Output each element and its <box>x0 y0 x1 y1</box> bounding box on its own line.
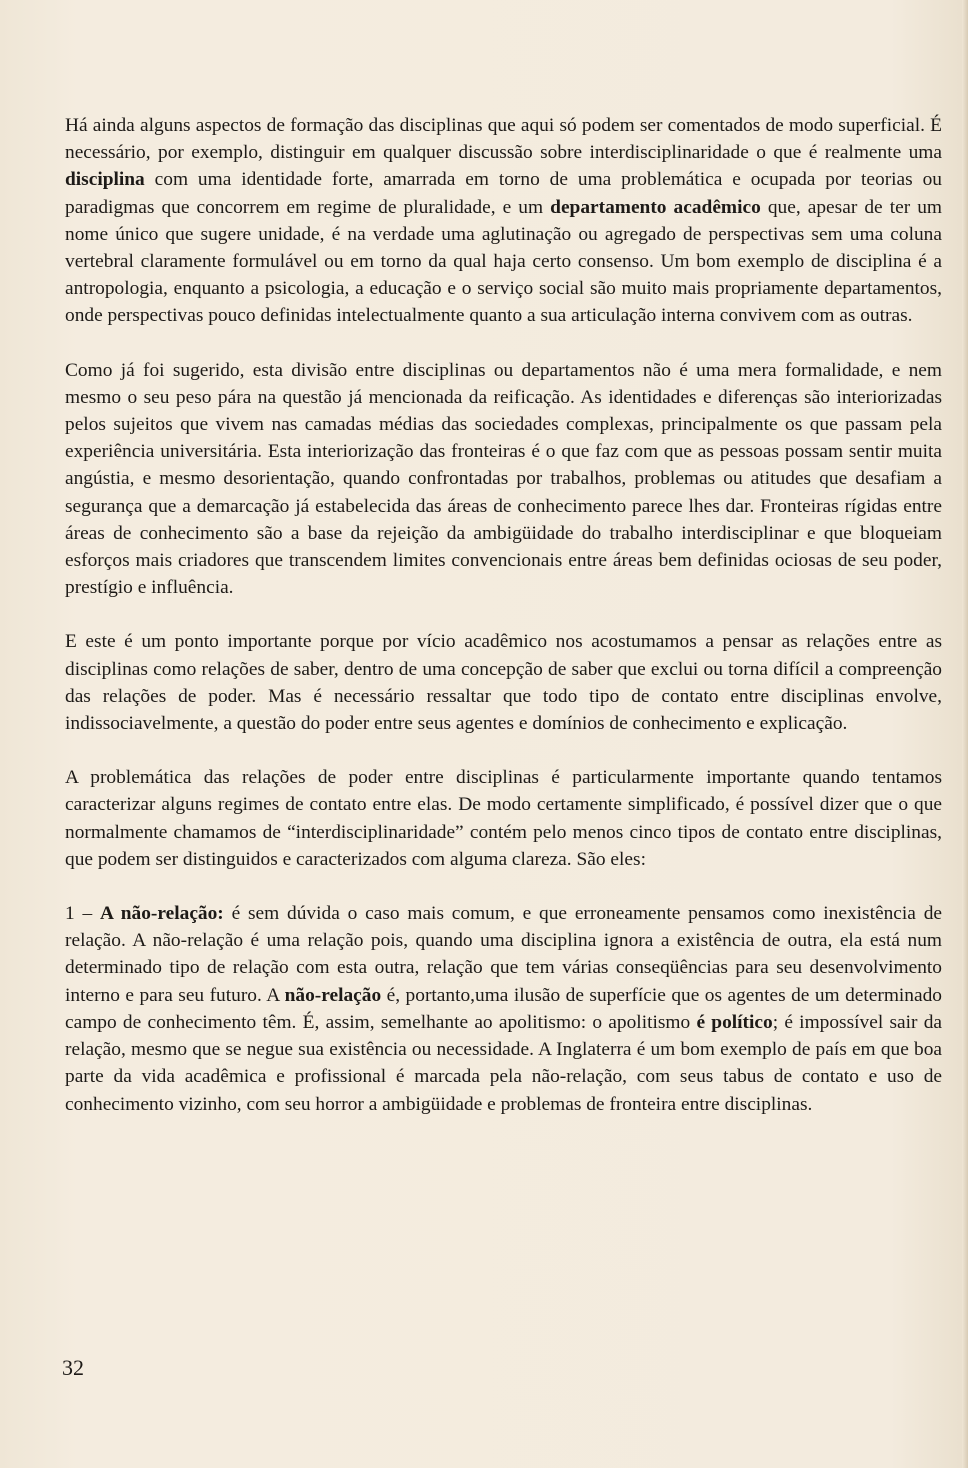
paragraph-5 <box>65 900 942 1118</box>
term-e-politico: é político <box>696 1011 773 1033</box>
page-number: 32 <box>62 1355 84 1380</box>
term-disciplina: disciplina <box>65 169 145 191</box>
paragraph-5-number: 1 – <box>65 903 100 925</box>
paragraph-1 <box>65 112 942 330</box>
body-text <box>65 112 942 1118</box>
paragraph-5-text-b: é sem dúvida o caso mais comum, e que erroneamente pensamos como inexistência de relação. A não-relação é uma relação pois, quando uma disciplina ignora a existência de outra, ela está num determinado tipo de relação com esta outra, relação que tem várias conseqüências para seu desenvolvimento interno e para seu futuro. A <box>65 903 942 1006</box>
paragraph-5-text-c: é, portanto,uma ilusão de superfície que os agentes de um determinado campo de conhecimento têm. É, assim, semelhante ao apolitismo: o apolitismo <box>65 984 942 1033</box>
page-edge <box>962 0 968 1468</box>
term-departamento-academico: departamento acadêmico <box>550 196 761 218</box>
term-a-nao-relacao: A não-relação: <box>100 903 224 925</box>
paragraph-2: Como já foi sugerido, esta divisão entre disciplinas ou departamentos não é uma mera formalidade, e nem mesmo o seu peso pára na questão já mencionada da reificação. As identidades e diferenças são interiorizadas pelos sujeitos que vivem nas camadas médias das sociedades complexas, principalmente os que passam pela experiência universitária. Esta interiorização das fronteiras é o que faz com que as pessoas possam sentir muita angústia, e mesmo desorientação, quando confrontadas por trabalhos, problemas ou atitudes que desafiam a segurança que a demarcação já estabelecida das áreas de conhecimento parece lhes dar. Fronteiras rígidas entre áreas de conhecimento são a base da rejeição da ambigüidade do trabalho interdisciplinar e que bloqueiam esforços mais criadores que transcendem limites convencionais entre áreas bem definidas ociosas de seu poder, prestígio e influência. <box>65 359 942 599</box>
paragraph-1-text-b: com uma identidade forte, amarrada em torno de uma problemática e ocupada por teorias ou paradigmas que concorrem em regime de pluralidade, e um <box>65 169 942 218</box>
paragraph-1-text-c: que, apesar de ter um nome único que sugere unidade, é na verdade uma aglutinação ou agregado de perspectivas sem uma coluna vertebral claramente formulável ou em torno da qual haja certo consenso. Um bom exemplo de disciplina é a antropologia, enquanto a psicologia, a educação e o serviço social são muito mais propriamente departamentos, onde perspectivas pouco definidas intelectualmente quanto a sua articulação interna convivem com as outras. <box>65 196 943 327</box>
paragraph-4: A problemática das relações de poder entre disciplinas é particularmente importante quando tentamos caracterizar alguns regimes de contato entre elas. De modo certamente simplificado, é possível dizer que o que normalmente chamamos de “interdisciplinaridade” contém pelo menos cinco tipos de contato entre disciplinas, que podem ser distinguidos e caracterizados com alguma clareza. São eles: <box>65 767 942 870</box>
term-nao-relacao: não-relação <box>284 984 382 1006</box>
paragraph-1-text-a: Há ainda alguns aspectos de formação das disciplinas que aqui só podem ser comentados de modo superficial. É necessário, por exemplo, distinguir em qualquer discussão sobre interdisciplinaridade o que é realmente uma <box>65 115 942 164</box>
paragraph-3: E este é um ponto importante porque por vício acadêmico nos acostumamos a pensar as relações entre as disciplinas como relações de saber, dentro de uma concepção de saber que exclui ou torna difícil a compreenção das relações de poder. Mas é necessário ressaltar que todo tipo de contato entre disciplinas envolve, indissociavelmente, a questão do poder entre seus agentes e domínios de conhecimento e explicação. <box>65 631 942 735</box>
paragraph-5-text-d: ; é impossível sair da relação, mesmo que se negue sua existência ou necessidade. A Inglaterra é um bom exemplo de país em que boa parte da vida acadêmica e profissional é marcada pela não-relação, com seus tabus de contato e uso de conhecimento vizinho, com seu horror a ambigüidade e problemas de fronteira entre disciplinas. <box>65 1011 943 1115</box>
